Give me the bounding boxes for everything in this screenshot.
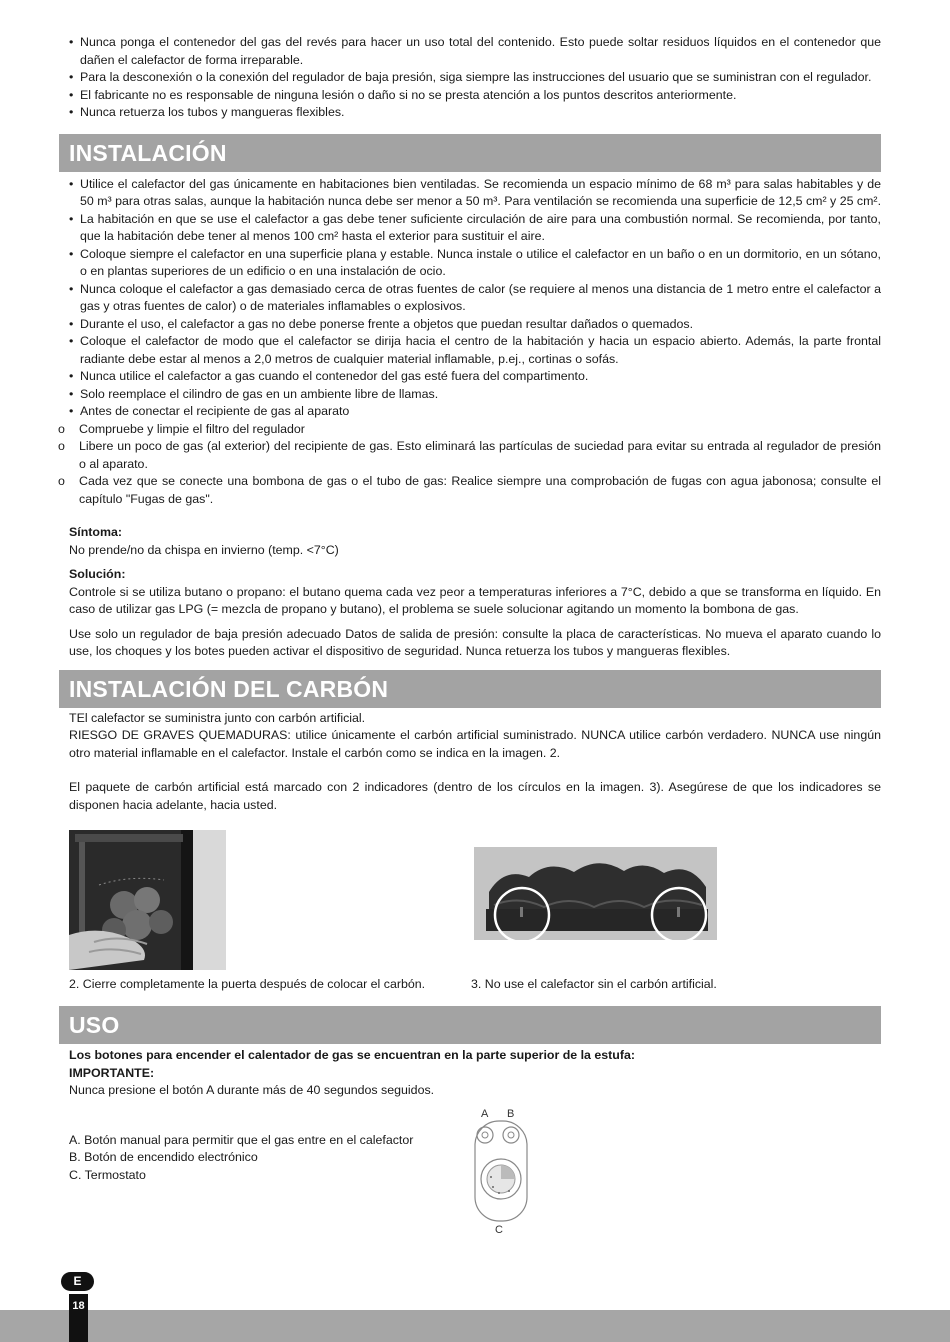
button-legend-item: C. Termostato	[69, 1167, 146, 1182]
button-legend-item: B. Botón de encendido electrónico	[69, 1150, 258, 1164]
section-title-carbon: INSTALACIÓN DEL CARBÓN	[59, 670, 881, 708]
solucion-text: Controle si se utiliza butano o propano: el butano quema cada vez peor a temperaturas inferiores a 7°C, debido a que se transforma en líquido. En caso de utilizar gas LPG (= mezcla de propano y butano), el problema se suele solucionar agitando un momento la bombona de gas.	[69, 584, 881, 616]
carbon-line-1: TEl calefactor se suministra junto con carbón artificial.	[69, 710, 366, 725]
page-content	[69, 34, 881, 1237]
language-badge: E	[61, 1272, 94, 1291]
instalacion-sub-item: o Cada vez que se conecte una bombona de gas o el tubo de gas: Realice siempre una comprobación de fugas con agua jabonosa; consulte el capítulo "Fugas de gas".	[58, 473, 881, 508]
instalacion-bullet: • La habitación en que se use el calefactor a gas debe tener suficiente circulación de aire para una combustión normal. Se recomienda, por tanto, que la habitación debe tener al menos 100 cm² hasta el exterior para sustituir el aire.	[69, 211, 881, 246]
importante-text: Nunca presione el botón A durante más de 40 segundos seguidos.	[69, 1083, 435, 1097]
page-number: 18	[69, 1294, 88, 1342]
instalacion-bullet: • Coloque el calefactor de modo que el calefactor se dirija hacia el centro de la habitación y hacia un espacio abierto. Además, la parte frontal radiante debe estar al menos a 2,0 metros de cualquier material inflamable, p.ej., cortinas o sofás.	[69, 333, 881, 368]
sintoma-label: Síntoma:	[69, 525, 123, 539]
instalacion-bullet: • Coloque siempre el calefactor en una superficie plana y estable. Nunca instale o utilice el calefactor en un baño o en un dormitorio, en un sótano, o en plantas superiores de un edificio o en una instalación de ocio.	[69, 246, 881, 281]
instalacion-sub-item: o Compruebe y limpie el filtro del regulador	[58, 421, 881, 439]
intro-bullet-list	[69, 34, 881, 122]
section-title-uso: USO	[59, 1006, 881, 1044]
carbon-line-2: RIESGO DE GRAVES QUEMADURAS: utilice únicamente el carbón artificial suministrado. NUNCA utilice carbón verdadero. NUNCA use ningún otro material inflamable en el calefactor. Instale el carbón como se indica en la imagen. 2.	[69, 728, 881, 760]
footer-bar	[0, 1310, 950, 1342]
intro-bullet: • Nunca retuerza los tubos y mangueras flexibles.	[69, 104, 881, 122]
carbon-line-3: El paquete de carbón artificial está marcado con 2 indicadores (dentro de los círculos en la imagen. 3). Asegúrese de que los indicadores se disponen hacia adelante, hacia usted.	[69, 780, 881, 812]
instalacion-sub-list	[69, 421, 881, 509]
instalacion-bullet: • Nunca coloque el calefactor a gas demasiado cerca de otras fuentes de calor (se requiere al menos una distancia de 1 metro entre el calefactor a gas y otras fuentes de calor) o de materiales inflamables o explosivos.	[69, 281, 881, 316]
caption-image-2: 2. Cierre completamente la puerta después de colocar el carbón.	[69, 977, 426, 991]
intro-bullet: • El fabricante no es responsable de ninguna lesión o daño si no se presta atención a los puntos descritos anteriormente.	[69, 87, 881, 105]
buttons-section	[69, 1107, 881, 1237]
instalacion-bullet: • Utilice el calefactor del gas únicamente en habitaciones bien ventiladas. Se recomienda un espacio mínimo de 68 m³ para salas habitables y de 50 m³ para otras salas, aunque la habitación nunca debe ser menor a 50 m³. Para ventilación se recomienda una superficie de 12,5 cm² y 25 cm².	[69, 176, 881, 211]
photo-coal-indicators-image	[474, 847, 717, 940]
photo-hand-coal-image	[69, 830, 226, 970]
caption-image-3: 3. No use el calefactor sin el carbón artificial.	[471, 977, 717, 991]
sintoma-text: No prende/no da chispa en invierno (temp. <7°C)	[69, 542, 339, 557]
instalacion-bullet: • Antes de conectar el recipiente de gas al aparato	[69, 403, 881, 421]
instalacion-sub-item: o Libere un poco de gas (al exterior) del recipiente de gas. Esto eliminará las partículas de suciedad para evitar su entrada al regulador de presión o al aparato.	[58, 438, 881, 473]
carbon-images	[69, 830, 881, 1000]
intro-bullet: • Nunca ponga el contenedor del gas del revés para hacer un uso total del contenido. Esto puede soltar residuos líquidos en el contenedor que dañen el calefactor de forma irreparable.	[69, 34, 881, 69]
importante-label: IMPORTANTE:	[69, 1065, 155, 1080]
intro-bullet: • Para la desconexión o la conexión del regulador de baja presión, siga siempre las instrucciones del usuario que se suministran con el regulador.	[69, 69, 881, 87]
section-title-instalacion: INSTALACIÓN	[59, 134, 881, 172]
instalacion-bullet: • Nunca utilice el calefactor a gas cuando el contenedor del gas esté fuera del compartimento.	[69, 368, 881, 386]
closing-text: Use solo un regulador de baja presión adecuado Datos de salida de presión: consulte la placa de características. No mueva el aparato cuando lo use, los choques y los botes pueden activar el dispositivo de seguridad. Nunca retuerza los tubos y mangueras flexibles.	[69, 626, 881, 658]
diagram-label-b: B	[507, 1107, 515, 1120]
solucion-label: Solución:	[69, 567, 126, 581]
diagram-label-c: C	[495, 1223, 503, 1236]
diagram-label-a: A	[481, 1107, 489, 1120]
instalacion-bullet-list	[69, 176, 881, 421]
button-legend-item: A. Botón manual para permitir que el gas entre en el calefactor	[69, 1132, 414, 1147]
instalacion-bullet: • Solo reemplace el cilindro de gas en un ambiente libre de llamas.	[69, 386, 881, 404]
uso-intro: Los botones para encender el calentador de gas se encuentran en la parte superior de la estufa:	[69, 1048, 636, 1062]
control-buttons-diagram	[469, 1107, 539, 1243]
instalacion-bullet: • Durante el uso, el calefactor a gas no debe ponerse frente a objetos que puedan resultar dañados o quemados.	[69, 316, 881, 334]
button-legend-list	[69, 1132, 413, 1185]
